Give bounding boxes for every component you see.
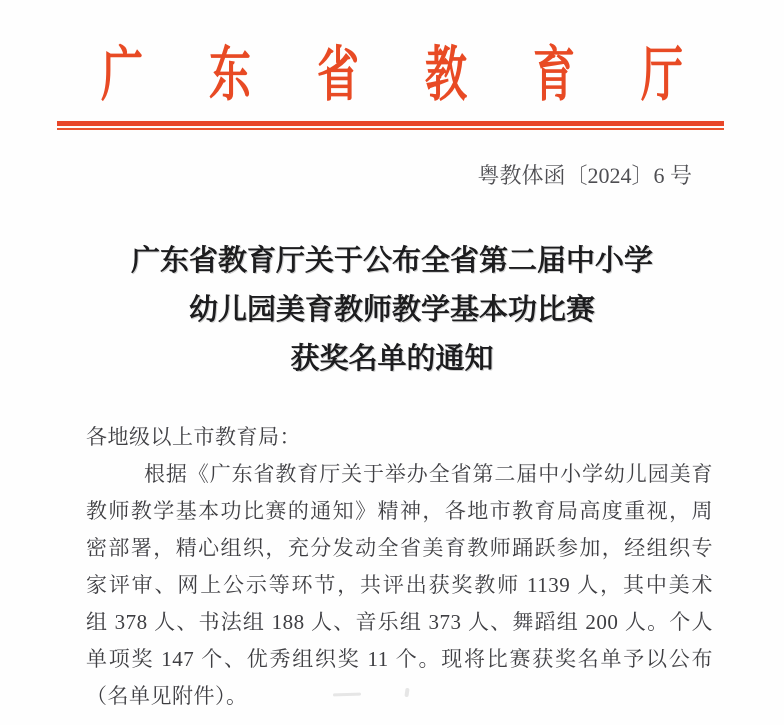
body-line-7: （名单见附件）。 (86, 684, 248, 708)
body-line-3: 密部署，精心组织，充分发动全省美育教师踊跃参加，经组织专 (86, 536, 713, 560)
body-line-6: 单项奖 147 个、优秀组织奖 11 个。现将比赛获奖名单予以公布 (86, 647, 713, 671)
document-title-line-2: 幼儿园美育教师教学基本功比赛 (188, 294, 595, 326)
body-line-1: 根据《广东省教育厅关于举办全省第二届中小学幼儿园美育 (144, 462, 713, 486)
body-line-2: 教师教学基本功比赛的通知》精神，各地市教育局高度重视，周 (86, 499, 713, 523)
salutation: 各地级以上市教育局： (86, 425, 301, 449)
body-line-4: 家评审、网上公示等环节，共评出获奖教师 1139 人，其中美术 (86, 573, 713, 597)
document-title-line-1: 广东省教育厅关于公布全省第二届中小学 (130, 245, 653, 277)
document-number: 粤教体函〔2024〕6 号 (477, 163, 692, 188)
letterhead-rule-thick (57, 121, 724, 126)
document-title (0, 237, 784, 384)
body-line-5: 组 378 人、书法组 188 人、音乐组 373 人、舞蹈组 200 人。个人 (86, 610, 713, 634)
document-body (86, 419, 713, 715)
letterhead-agency-name: 广东省教育厅 (100, 44, 749, 110)
letterhead-rule-thin (57, 128, 724, 130)
document-title-line-3: 获奖名单的通知 (290, 343, 494, 375)
